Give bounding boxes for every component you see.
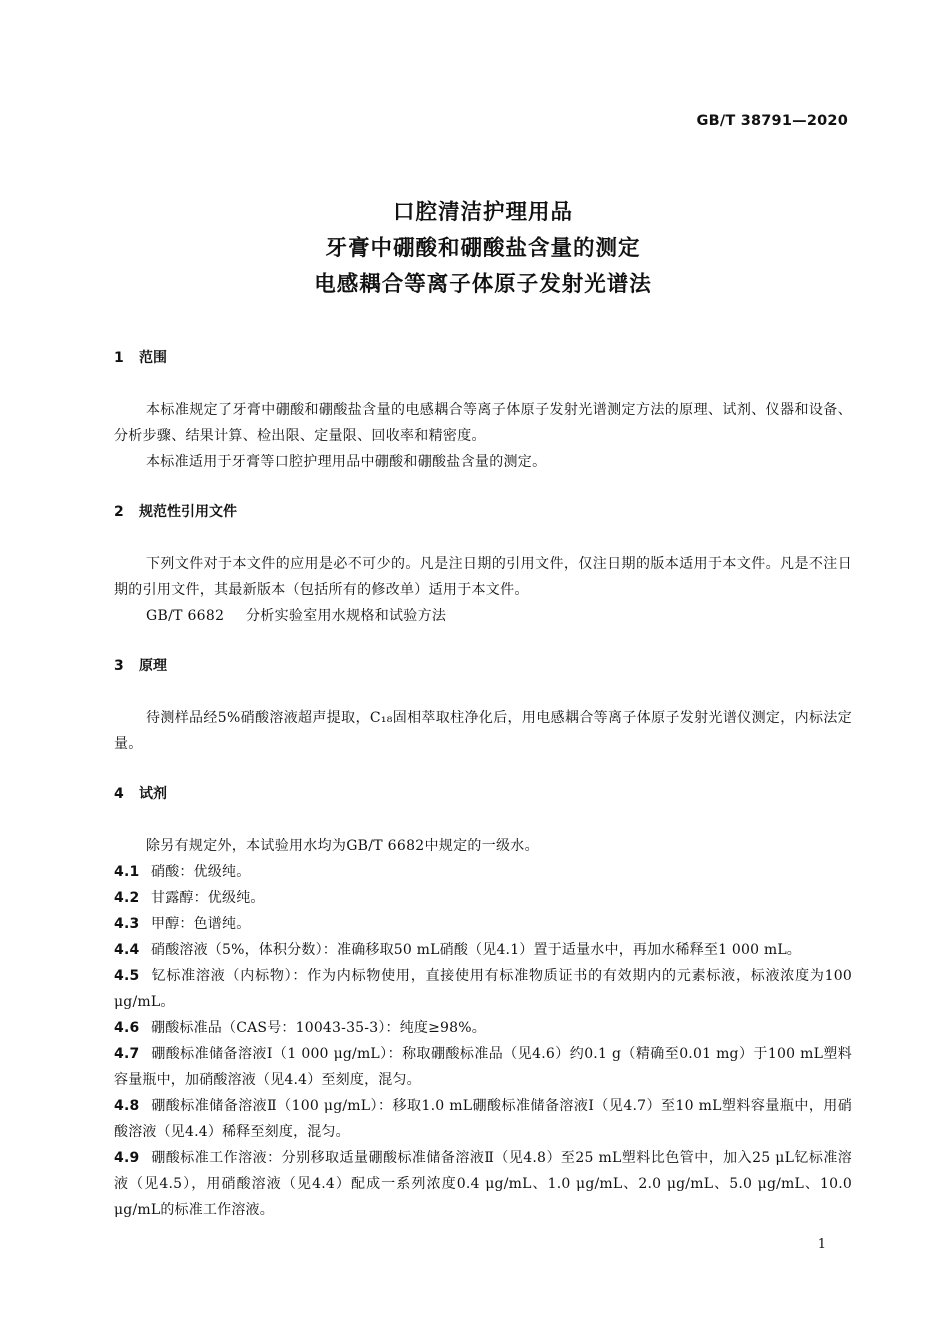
item-number: 4.4 (114, 942, 140, 958)
item-number: 4.2 (114, 890, 140, 906)
document-code: GB/T 38791—2020 (696, 113, 848, 129)
reagent-item-4-7 (114, 1041, 852, 1093)
reagent-item-4-5 (114, 963, 852, 1015)
item-number: 4.6 (114, 1020, 140, 1036)
reagent-item-4-1 (114, 859, 852, 885)
item-number: 4.8 (114, 1098, 140, 1114)
section-number: 4 (114, 786, 124, 802)
item-number: 4.9 (114, 1150, 140, 1166)
section-4-heading (114, 781, 852, 807)
section-number: 3 (114, 658, 124, 674)
title-line-2: 牙膏中硼酸和硼酸盐含量的测定 (325, 236, 641, 261)
item-text: 硝酸：优级纯。 (151, 864, 251, 880)
section-title: 原理 (139, 658, 167, 674)
item-text: 硼酸标准储备溶液Ⅰ（1 000 μg/mL）：称取硼酸标准品（见4.6）约0.1 g（精确至0.01 mg）于100 mL塑料容量瓶中，加硝酸溶液（见4.4）至刻度，混匀。 (114, 1046, 852, 1088)
reagent-item-4-2 (114, 885, 852, 911)
title-line-3: 电感耦合等离子体原子发射光谱法 (314, 272, 652, 297)
item-text: 甘露醇：优级纯。 (151, 890, 265, 906)
item-number: 4.3 (114, 916, 140, 932)
item-number: 4.1 (114, 864, 140, 880)
section-title: 规范性引用文件 (139, 504, 237, 520)
scope-paragraph-1: 本标准规定了牙膏中硼酸和硼酸盐含量的电感耦合等离子体原子发射光谱测定方法的原理、试剂、仪器和设备、分析步骤、结果计算、检出限、定量限、回收率和精密度。 (114, 402, 852, 444)
item-text: 甲醇：色谱纯。 (151, 916, 251, 932)
item-text: 硼酸标准品（CAS号：10043-35-3）：纯度≥98%。 (151, 1020, 486, 1036)
item-number: 4.5 (114, 968, 140, 984)
item-number: 4.7 (114, 1046, 140, 1062)
section-3-heading (114, 653, 852, 679)
scope-paragraph-2: 本标准适用于牙膏等口腔护理用品中硼酸和硼酸盐含量的测定。 (146, 454, 547, 470)
document-title (0, 195, 950, 303)
section-1-heading (114, 345, 852, 371)
reagent-item-4-3 (114, 911, 852, 937)
reagent-item-4-6 (114, 1015, 852, 1041)
reagent-item-4-4 (114, 937, 852, 963)
reagents-intro: 除另有规定外，本试验用水均为GB/T 6682中规定的一级水。 (146, 838, 539, 854)
item-text: 硼酸标准储备溶液Ⅱ（100 μg/mL）：移取1.0 mL硼酸标准储备溶液Ⅰ（见4.7）至10 mL塑料容量瓶中，用硝酸溶液（见4.4）稀释至刻度，混匀。 (114, 1098, 852, 1140)
item-text: 钇标准溶液（内标物）：作为内标物使用，直接使用有标准物质证书的有效期内的元素标液，标液浓度为100 μg/mL。 (114, 968, 852, 1010)
section-title: 试剂 (139, 786, 167, 802)
reagent-item-4-8 (114, 1093, 852, 1145)
item-text: 硼酸标准工作溶液：分别移取适量硼酸标准储备溶液Ⅱ（见4.8）至25 mL塑料比色管中，加入25 μL钇标准溶液（见4.5），用硝酸溶液（见4.4）配成一系列浓度0.4 μg/mL、1.0 μg/mL、2.0 μg/mL、5.0 μg/mL、10.0 μg/mL的标准工作溶液。 (114, 1150, 852, 1218)
references-paragraph: 下列文件对于本文件的应用是必不可少的。凡是注日期的引用文件，仅注日期的版本适用于本文件。凡是不注日期的引用文件，其最新版本（包括所有的修改单）适用于本文件。 (114, 556, 852, 598)
item-text: 硝酸溶液（5%，体积分数）：准确移取50 mL硝酸（见4.1）置于适量水中，再加水稀释至1 000 mL。 (151, 942, 802, 958)
section-number: 1 (114, 350, 124, 366)
title-line-1: 口腔清洁护理用品 (392, 200, 573, 225)
page-number: 1 (817, 1237, 826, 1252)
section-2-heading (114, 499, 852, 525)
section-title: 范围 (139, 350, 167, 366)
reagent-item-4-9 (114, 1145, 852, 1223)
principle-paragraph: 待测样品经5%硝酸溶液超声提取，C₁₈固相萃取柱净化后，用电感耦合等离子体原子发射光谱仪测定，内标法定量。 (114, 710, 852, 752)
section-number: 2 (114, 504, 124, 520)
reference-code: GB/T 6682 (146, 608, 225, 624)
document-body (114, 345, 852, 1223)
reference-item (114, 603, 852, 629)
reference-title: 分析实验室用水规格和试验方法 (246, 608, 447, 624)
